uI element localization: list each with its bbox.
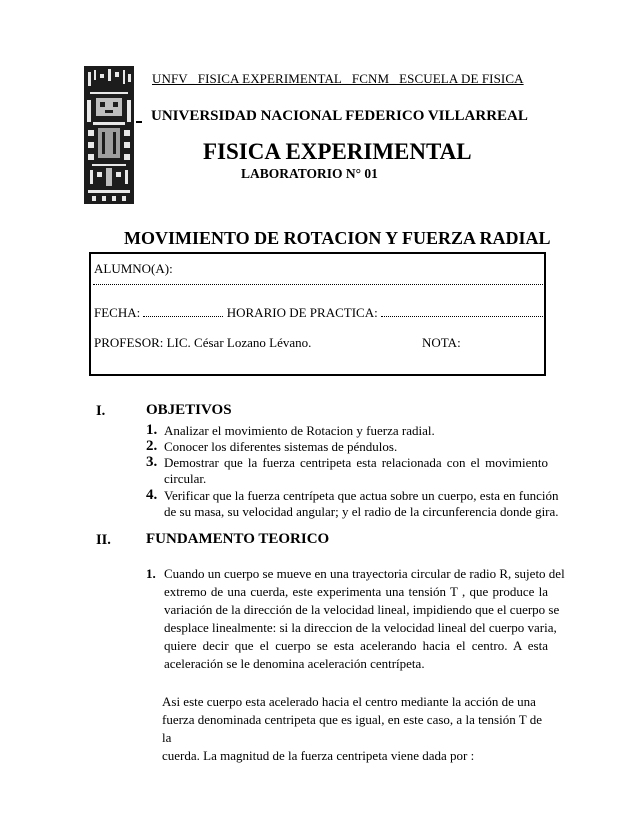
alumno-label: ALUMNO(A): <box>94 261 173 276</box>
fecha-label: FECHA: <box>94 305 141 320</box>
theory-line: extremo de una cuerda, este experimenta una tensión T , que produce la <box>164 584 548 599</box>
objective-2-number: 2. <box>146 438 158 454</box>
objective-3-number: 3. <box>146 454 158 470</box>
fecha-dotted-line <box>143 306 223 317</box>
theory-line: Cuando un cuerpo se mueve en una trayectoria circular de radio R, sujeto del <box>164 566 565 581</box>
objective-3-text-line-1: Demostrar que la fuerza centripeta esta relacionada con el movimiento <box>164 455 548 470</box>
objective-4-number: 4. <box>146 487 158 503</box>
theory-item-1-number: 1. <box>146 566 156 581</box>
header-mark <box>136 121 142 123</box>
section-2-number: II. <box>96 532 111 548</box>
student-info-box <box>89 252 546 376</box>
university-emblem-icon <box>84 66 134 204</box>
paragraph-line: cuerda. La magnitud de la fuerza centripeta viene dada por : <box>162 748 475 763</box>
theory-paragraph <box>162 693 542 765</box>
fecha-row <box>94 305 545 321</box>
section-2-title: FUNDAMENTO TEORICO <box>146 531 330 547</box>
theory-line: desplace linealmente: si la direccion de la velocidad lineal del cuerpo varia, <box>164 620 557 635</box>
university-name: UNIVERSIDAD NACIONAL FEDERICO VILLARREAL <box>151 108 528 124</box>
objective-3-text-line-2: circular. <box>164 471 207 486</box>
theory-line: quiere decir que el cuerpo se esta acelerando hacia el centro. A esta <box>164 638 548 653</box>
theory-item-1-text <box>164 565 565 673</box>
section-1-number: I. <box>96 403 106 419</box>
horario-dotted-line <box>381 306 545 317</box>
theory-line: aceleración se le denomina aceleración centrípeta. <box>164 656 425 671</box>
horario-label: HORARIO DE PRACTICA: <box>226 305 378 320</box>
paragraph-line: fuerza denominada centripeta que es igual, en este caso, a la tensión T de la <box>162 712 542 745</box>
objective-4-text-line-1: Verificar que la fuerza centrípeta que actua sobre un cuerpo, esta en función <box>164 488 559 503</box>
paragraph-line: Asi este cuerpo esta acelerado hacia el centro mediante la acción de una <box>162 694 536 709</box>
profesor-line: PROFESOR: LIC. César Lozano Lévano. <box>94 335 312 350</box>
course-title: FISICA EXPERIMENTAL <box>203 139 472 164</box>
header-line: UNFV_ FISICA EXPERIMENTAL_ FCNM_ ESCUELA DE FISICA <box>152 71 524 86</box>
nota-label: NOTA: <box>422 335 461 350</box>
theory-line: variación de la dirección de la velocidad lineal, impidiendo que el cuerpo se <box>164 602 560 617</box>
objective-4-text-line-2: de su masa, su velocidad angular; y el radio de la circunferencia donde gira. <box>164 504 559 519</box>
objective-2-text: Conocer los diferentes sistemas de péndulos. <box>164 439 398 454</box>
alumno-dotted-line <box>93 284 543 285</box>
lab-number: LABORATORIO N° 01 <box>241 166 378 181</box>
document-title: MOVIMIENTO DE ROTACION Y FUERZA RADIAL <box>124 228 551 248</box>
section-1-title: OBJETIVOS <box>146 402 232 418</box>
objective-1-number: 1. <box>146 422 158 438</box>
objective-1-text: Analizar el movimiento de Rotacion y fuerza radial. <box>164 423 435 438</box>
